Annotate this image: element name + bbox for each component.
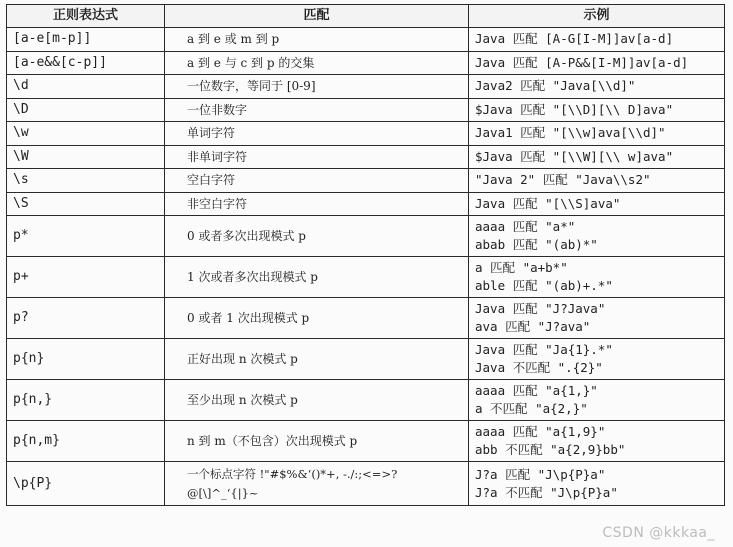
table-row bbox=[7, 122, 725, 146]
match-cell: 1 次或者多次出现模式 p bbox=[165, 257, 469, 298]
example-cell bbox=[469, 122, 725, 146]
header-match: 匹配 bbox=[165, 5, 469, 28]
example-line: $Java 匹配 "[\\D][\\ D]ava" bbox=[475, 101, 674, 117]
example-line: aaaa 匹配 "a{1,}" bbox=[475, 383, 598, 398]
pattern-cell: \d bbox=[7, 75, 165, 99]
match-cell: n 到 m（不包含）次出现模式 p bbox=[165, 421, 469, 462]
example-line: J?a 不匹配 "J\p{P}a" bbox=[475, 484, 618, 500]
table-row bbox=[7, 339, 725, 380]
match-cell: a 到 e 或 m 到 p bbox=[165, 28, 469, 52]
example-cell bbox=[469, 192, 725, 216]
pattern-cell: p{n,} bbox=[7, 380, 165, 421]
example-line: a 匹配 "a+b*" bbox=[475, 260, 568, 275]
pattern-cell: \D bbox=[7, 98, 165, 122]
table-row bbox=[7, 98, 725, 122]
table-row bbox=[7, 462, 725, 506]
example-cell bbox=[469, 169, 725, 193]
pattern-cell: \W bbox=[7, 145, 165, 169]
header-pattern: 正则表达式 bbox=[7, 5, 165, 28]
table-row bbox=[7, 28, 725, 52]
example-line: "Java 2" 匹配 "Java\\s2" bbox=[475, 172, 651, 188]
example-cell bbox=[469, 462, 725, 506]
match-cell: 单词字符 bbox=[165, 122, 469, 146]
example-line: Java 不匹配 ".{2}" bbox=[475, 360, 603, 375]
pattern-cell: p{n} bbox=[7, 339, 165, 380]
table-row bbox=[7, 421, 725, 462]
example-line: a 不匹配 "a{2,}" bbox=[475, 401, 588, 416]
example-cell bbox=[469, 339, 725, 380]
example-line: J?a 匹配 "J\p{P}a" bbox=[475, 466, 606, 482]
example-line: Java 匹配 [A-P&&[I-M]]av[a-d] bbox=[475, 54, 689, 70]
example-cell bbox=[469, 51, 725, 75]
table-row bbox=[7, 380, 725, 421]
example-line: abab 匹配 "(ab)*" bbox=[475, 237, 598, 252]
pattern-cell: p? bbox=[7, 298, 165, 339]
match-cell: 一位数字，等同于 [0-9] bbox=[165, 75, 469, 99]
pattern-cell: \S bbox=[7, 192, 165, 216]
table-row bbox=[7, 216, 725, 257]
match-cell: 非单词字符 bbox=[165, 145, 469, 169]
match-cell: 0 或者多次出现模式 p bbox=[165, 216, 469, 257]
example-cell bbox=[469, 421, 725, 462]
example-line: $Java 匹配 "[\\W][\\ w]ava" bbox=[475, 148, 674, 164]
example-line: Java 匹配 "Ja{1}.*" bbox=[475, 342, 613, 357]
match-cell: 0 或者 1 次出现模式 p bbox=[165, 298, 469, 339]
match-cell: 一位非数字 bbox=[165, 98, 469, 122]
table-row bbox=[7, 192, 725, 216]
match-cell: 非空白字符 bbox=[165, 192, 469, 216]
example-cell bbox=[469, 298, 725, 339]
table-row bbox=[7, 145, 725, 169]
pattern-cell: \s bbox=[7, 169, 165, 193]
pattern-cell: p* bbox=[7, 216, 165, 257]
pattern-cell: [a-e&&[c-p]] bbox=[7, 51, 165, 75]
example-cell bbox=[469, 145, 725, 169]
pattern-cell: \w bbox=[7, 122, 165, 146]
table-row bbox=[7, 169, 725, 193]
example-cell bbox=[469, 257, 725, 298]
example-line: Java 匹配 [A-G[I-M]]av[a-d] bbox=[475, 31, 674, 47]
pattern-cell: [a-e[m-p]] bbox=[7, 28, 165, 52]
table-header-row bbox=[7, 5, 725, 28]
example-line: ava 匹配 "J?ava" bbox=[475, 319, 591, 334]
example-line: Java1 匹配 "[\\w]ava[\\d]" bbox=[475, 125, 666, 141]
example-line: abb 不匹配 "a{2,9}bb" bbox=[475, 442, 626, 457]
watermark: CSDN @kkkaa_ bbox=[602, 525, 715, 541]
table-row bbox=[7, 51, 725, 75]
example-line: Java 匹配 "J?Java" bbox=[475, 301, 606, 316]
regex-table bbox=[6, 4, 725, 506]
match-cell: 正好出现 n 次模式 p bbox=[165, 339, 469, 380]
example-cell bbox=[469, 380, 725, 421]
pattern-cell: p+ bbox=[7, 257, 165, 298]
table-row bbox=[7, 257, 725, 298]
pattern-cell: p{n,m} bbox=[7, 421, 165, 462]
match-cell: a 到 e 与 c 到 p 的交集 bbox=[165, 51, 469, 75]
table-row bbox=[7, 298, 725, 339]
match-cell: 至少出现 n 次模式 p bbox=[165, 380, 469, 421]
example-line: aaaa 匹配 "a*" bbox=[475, 219, 576, 234]
example-cell bbox=[469, 98, 725, 122]
example-line: aaaa 匹配 "a{1,9}" bbox=[475, 424, 606, 439]
example-cell bbox=[469, 216, 725, 257]
table-row bbox=[7, 75, 725, 99]
example-line: able 匹配 "(ab)+.*" bbox=[475, 278, 613, 293]
example-cell bbox=[469, 75, 725, 99]
match-cell: 一个标点字符 !"#$%&‘()*+, -./:;<=>?@[\]^_‘{|}~ bbox=[165, 462, 469, 506]
pattern-cell: \p{P} bbox=[7, 462, 165, 506]
example-cell bbox=[469, 28, 725, 52]
header-example: 示例 bbox=[469, 5, 725, 28]
match-cell: 空白字符 bbox=[165, 169, 469, 193]
example-line: Java 匹配 "[\\S]ava" bbox=[475, 195, 621, 211]
example-line: Java2 匹配 "Java[\\d]" bbox=[475, 78, 636, 94]
